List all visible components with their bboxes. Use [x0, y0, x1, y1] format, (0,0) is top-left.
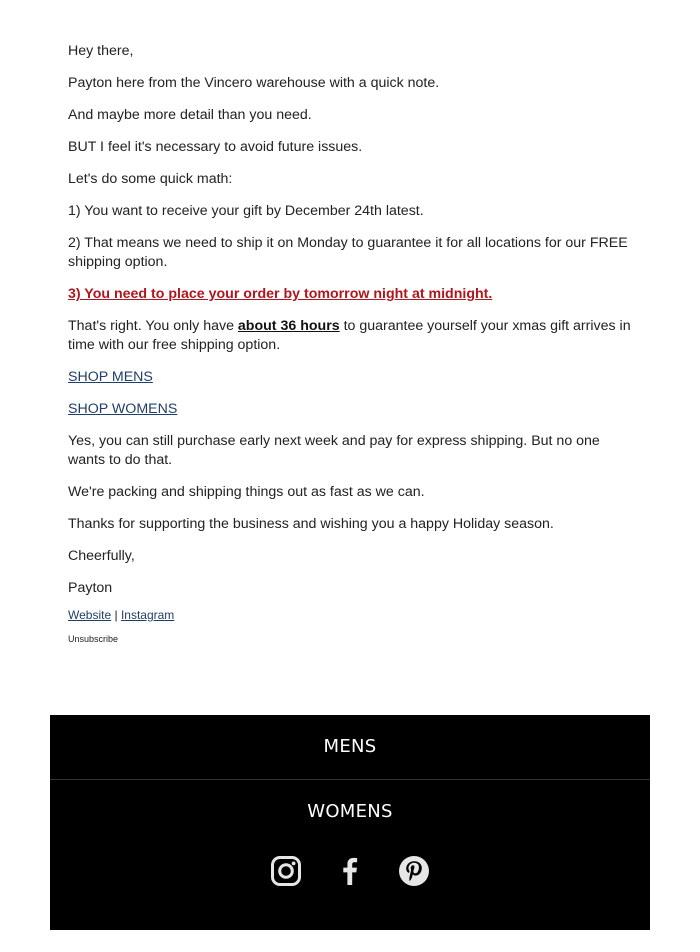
paragraph-express: Yes, you can still purchase early next week and pay for express shipping. But no one wants to do that.	[68, 433, 600, 468]
footer-text-links	[68, 607, 638, 623]
paragraph-thanks: Thanks for supporting the business and wishing you a happy Holiday season.	[68, 516, 554, 532]
shop-womens-row	[68, 400, 638, 419]
hours-highlight: about 36 hours	[237, 318, 340, 334]
email-content	[68, 42, 638, 645]
hours-text-end: to guarantee yourself your xmas gift arrives in time with our free shipping option.	[68, 318, 631, 353]
unsubscribe-row	[68, 633, 638, 645]
shop-womens-link[interactable]: SHOP WOMENS	[68, 401, 178, 417]
instagram-link[interactable]: Instagram	[120, 608, 175, 622]
paragraph-step-3-warning	[68, 285, 638, 304]
paragraph-math-intro: Let's do some quick math:	[68, 171, 233, 187]
greeting: Hey there,	[68, 43, 134, 59]
website-link[interactable]: Website	[68, 608, 112, 622]
unsubscribe-link[interactable]: Unsubscribe	[68, 634, 119, 644]
footer-nav-womens[interactable]: WOMENS	[307, 801, 393, 822]
paragraph-reason: BUT I feel it's necessary to avoid future issues.	[68, 139, 363, 155]
paragraph-step-1: 1) You want to receive your gift by December 24th latest.	[68, 203, 424, 219]
email-footer	[50, 715, 650, 930]
signoff: Cheerfully,	[68, 548, 135, 564]
signature: Payton	[68, 580, 113, 596]
paragraph-detail: And maybe more detail than you need.	[68, 107, 312, 123]
hours-text-start: That's right. You only have	[68, 318, 238, 334]
instagram-social-link[interactable]	[270, 855, 302, 895]
pinterest-social-link[interactable]	[398, 855, 430, 895]
footer-nav-mens[interactable]: MENS	[323, 736, 377, 757]
shop-mens-row	[68, 368, 638, 387]
paragraph-hours	[68, 317, 638, 355]
warning-deadline-text: 3) You need to place your order by tomorrow night at midnight.	[68, 286, 493, 302]
paragraph-packing: We're packing and shipping things out as fast as we can.	[68, 484, 425, 500]
facebook-social-link[interactable]	[334, 855, 366, 895]
link-separator: |	[111, 608, 121, 622]
social-links	[50, 855, 650, 895]
paragraph-step-2: 2) That means we need to ship it on Monday to guarantee it for all locations for our FREE shipping option.	[68, 235, 628, 270]
pinterest-icon	[398, 855, 430, 887]
shop-mens-link[interactable]: SHOP MENS	[68, 369, 153, 385]
instagram-icon	[270, 855, 302, 887]
facebook-icon	[334, 855, 366, 887]
paragraph-intro: Payton here from the Vincero warehouse with a quick note.	[68, 75, 440, 91]
